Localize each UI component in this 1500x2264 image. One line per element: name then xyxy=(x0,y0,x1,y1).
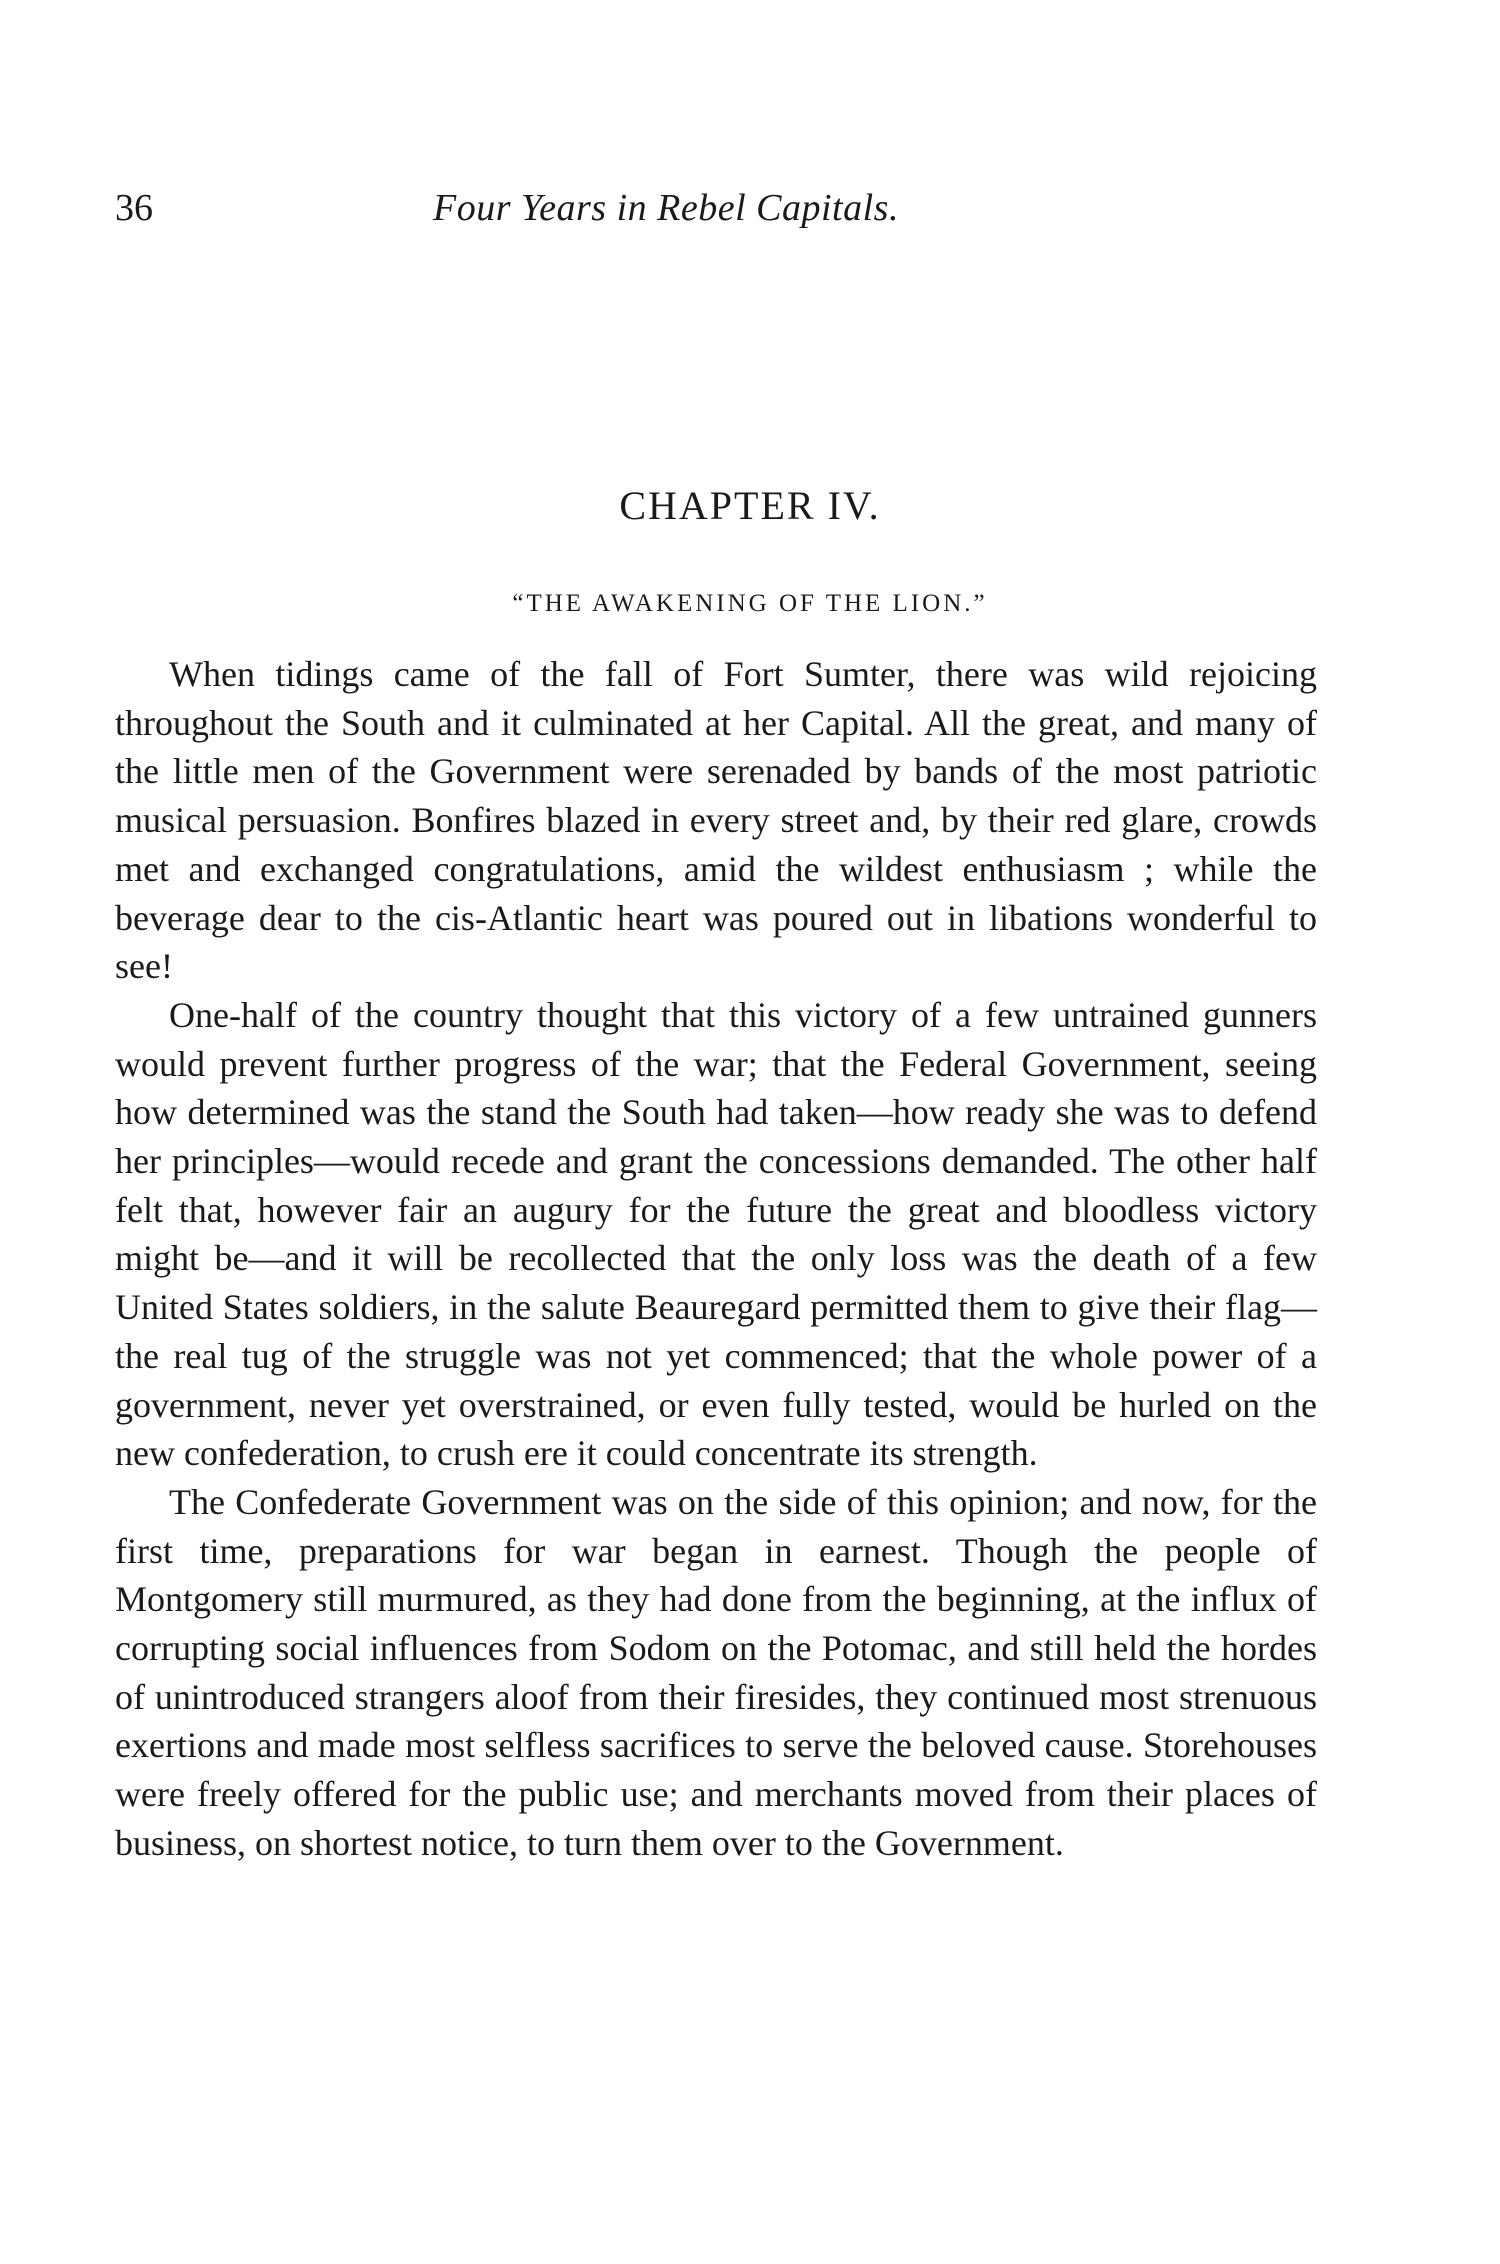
running-head xyxy=(115,178,1325,238)
paragraph-2: One-half of the country thought that this victory of a few untrained gunners would prevent further progress of the war; that the Federal Government, seeing how determined was the stand the South had taken—how ready she was to defend her principles—would recede and grant the concessions demanded. The other half felt that, however fair an augury for the future the great and bloodless victory might be—and it will be recollected that the only loss was the death of a few United States soldiers, in the salute Beauregard permitted them to give their flag—the real tug of the struggle was not yet commenced; that the whole power of a government, never yet overstrained, or even fully tested, would be hurled on the new confederation, to crush ere it could concentrate its strength. xyxy=(115,994,1317,1474)
chapter-heading: CHAPTER IV. xyxy=(619,483,881,528)
page-number: 36 xyxy=(115,187,153,229)
running-title: Four Years in Rebel Capitals. xyxy=(433,187,899,229)
paragraph-3: The Confederate Government was on the side of this opinion; and now, for the first time, preparations for war began in earnest. Though the people of Montgomery still murmured, as they had done from the beginning, at the influx of corrupting social influences from Sodom on the Potomac, and still held the hordes of unintroduced strangers aloof from their firesides, they continued most strenuous exertions and made most selfless sacrifices to serve the beloved cause. Storehouses were freely offered for the public use; and merchants moved from their places of business, on shortest notice, to turn them over to the Government. xyxy=(115,1481,1317,1863)
paragraph-1: When tidings came of the fall of Fort Sumter, there was wild rejoicing throughout the South and it culminated at her Capital. All the great, and many of the little men of the Government were serenaded by bands of the most patriotic musical persuasion. Bonfires blazed in every street and, by their red glare, crowds met and exchanged congratulations, amid the wildest enthusiasm ; while the beverage dear to the cis-Atlantic heart was poured out in libations wonderful to see! xyxy=(115,654,1317,987)
body-text xyxy=(115,650,1317,1868)
chapter-subtitle: “THE AWAKENING OF THE LION.” xyxy=(512,590,988,617)
